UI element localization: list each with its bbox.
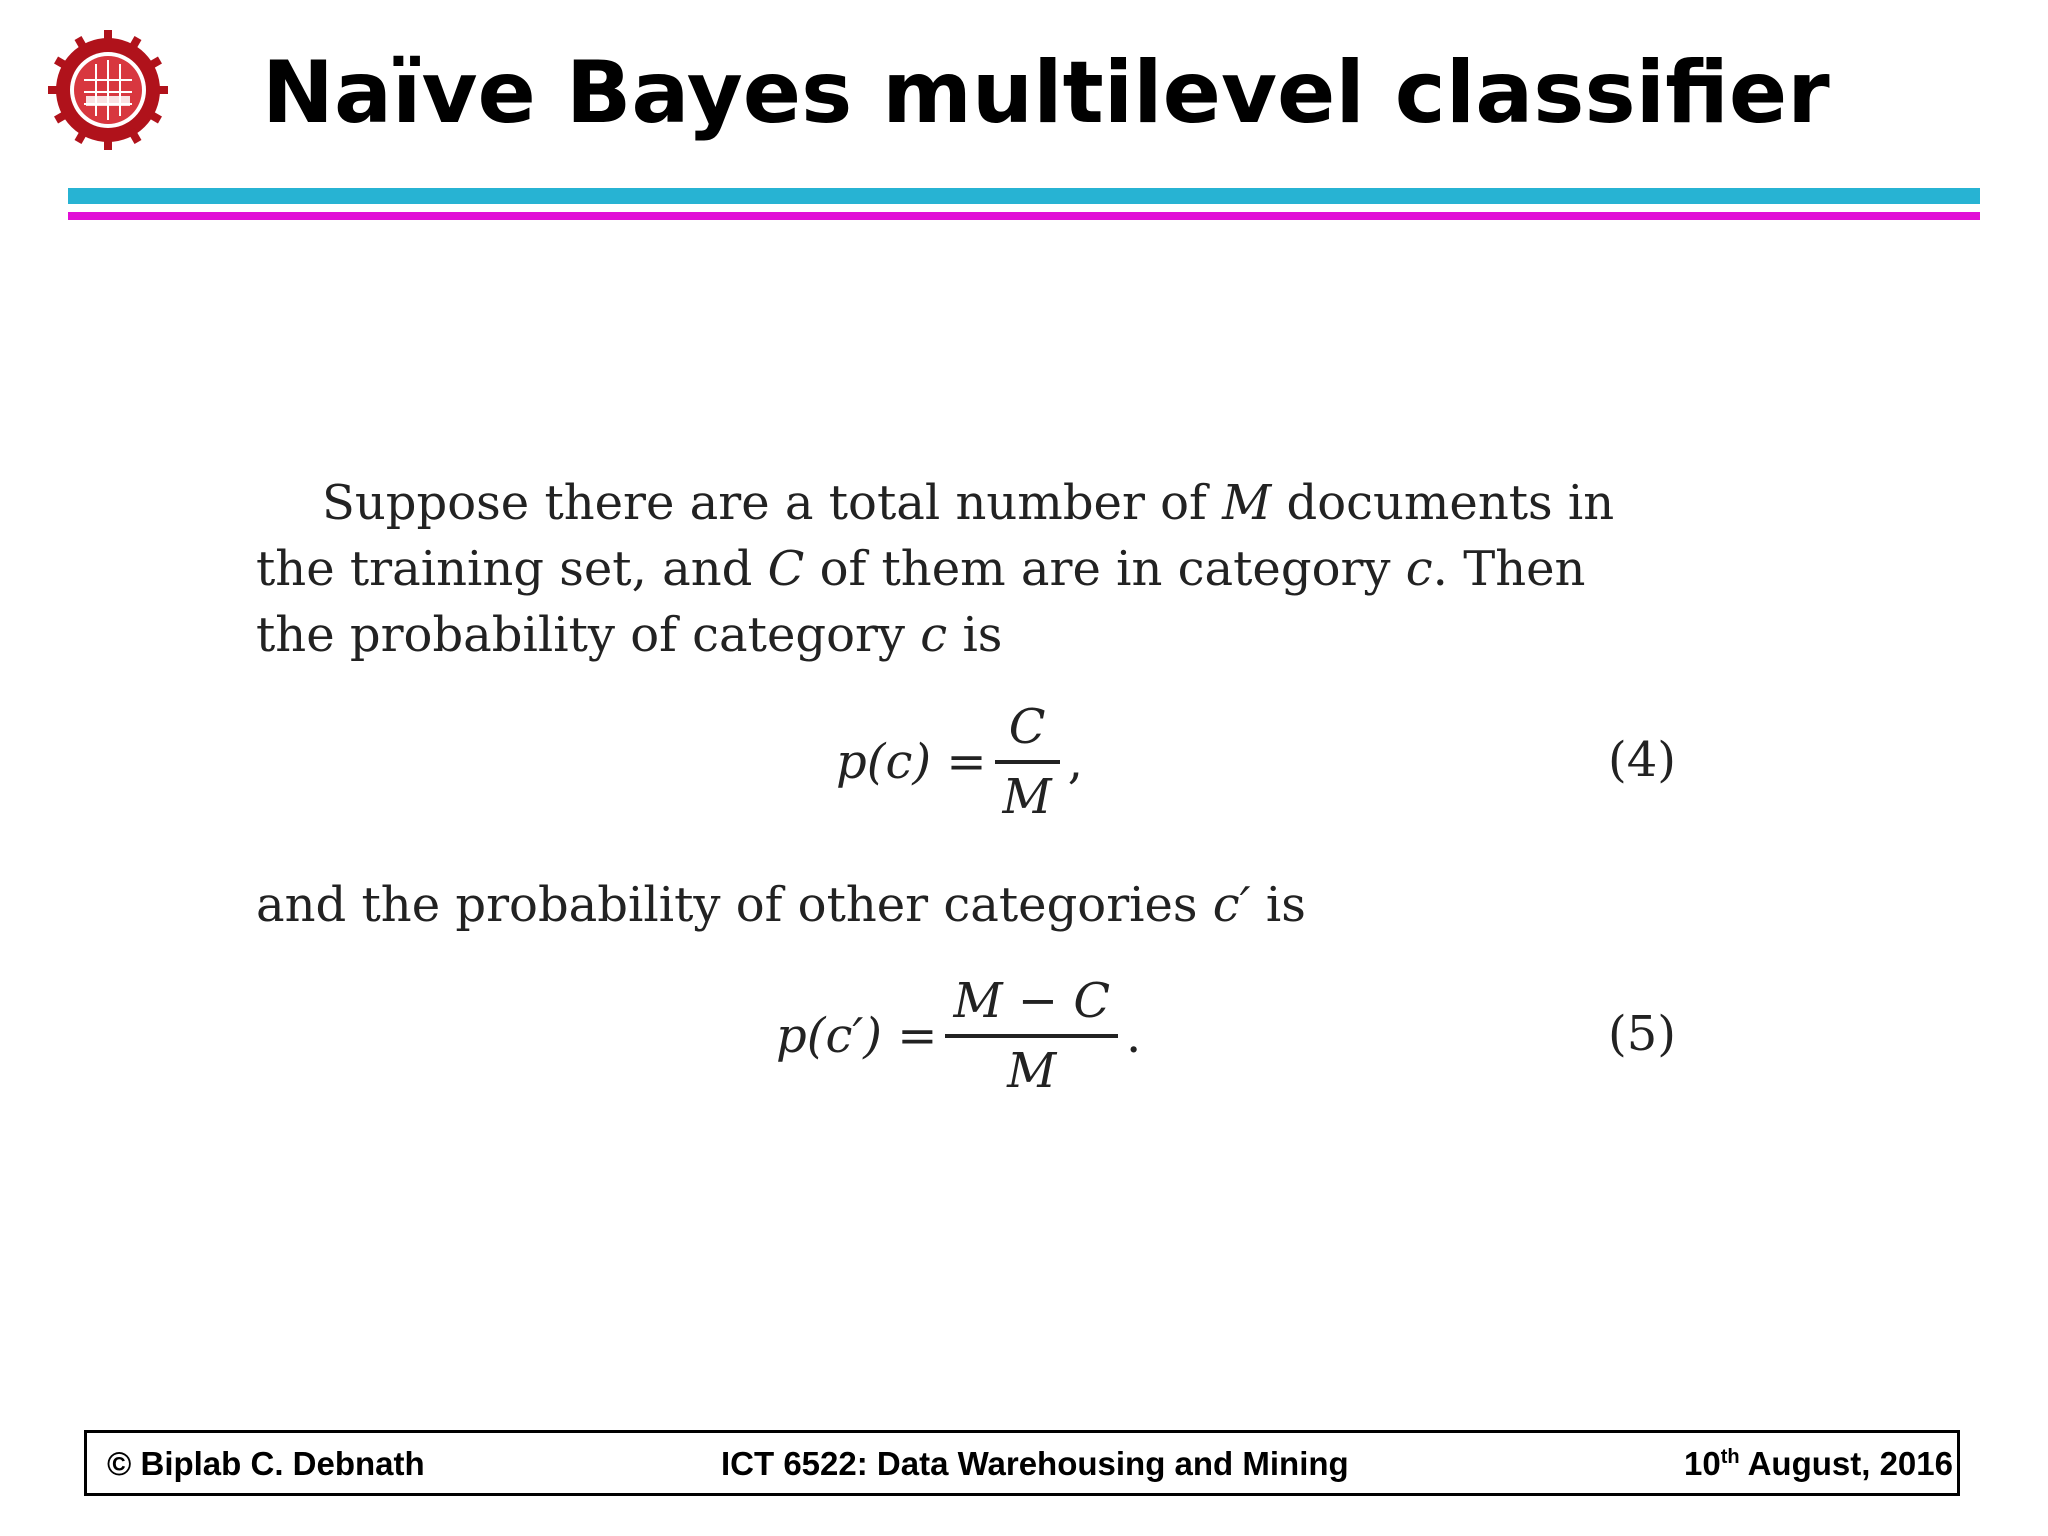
equation-5-fraction: [945, 972, 1118, 1100]
title-divider-cyan: [68, 188, 1980, 204]
math-variable-M: M: [1222, 475, 1272, 531]
slide-title: Naïve Bayes multilevel classifier: [262, 43, 1830, 143]
equation-4-number: (4): [1608, 732, 1676, 788]
text-fragment: of them are in category: [804, 541, 1406, 597]
equation-5-lhs: p(c′) =: [776, 1008, 938, 1064]
equation-5-body: [776, 972, 1141, 1100]
equation-4: [256, 688, 1676, 848]
text-fragment: is: [947, 607, 1003, 663]
text-fragment: . Then the probability of category: [256, 541, 1586, 663]
math-variable-c-prime: c′: [1212, 877, 1251, 933]
math-variable-C: C: [767, 541, 805, 597]
footer-author: © Biplab C. Debnath: [107, 1445, 425, 1482]
equation-5: [256, 958, 1676, 1118]
university-logo-icon: [48, 30, 168, 150]
footer-course: ICT 6522: Data Warehousing and Mining: [721, 1445, 1349, 1482]
footer-date-suffix: th: [1720, 1446, 1740, 1468]
title-divider-magenta: [68, 212, 1980, 220]
footer-date-day: 10: [1684, 1445, 1721, 1482]
slide-body: [256, 470, 1676, 1142]
math-variable-c: c: [1405, 541, 1433, 597]
equation-5-numerator: M − C: [953, 973, 1111, 1029]
equation-4-lhs: p(c) =: [836, 734, 987, 790]
equation-4-numerator: C: [1008, 699, 1046, 755]
text-fragment: and the probability of other categories: [256, 877, 1213, 933]
equation-5-denominator: M: [1007, 1043, 1057, 1099]
footer-date-rest: August, 2016: [1739, 1445, 1953, 1482]
paragraph-other-categories: [256, 872, 1676, 938]
footer-date: [1684, 1445, 1953, 1483]
slide-footer: [84, 1430, 1960, 1496]
equation-4-denominator: M: [1002, 769, 1052, 825]
math-variable-c: c: [920, 607, 948, 663]
equation-4-punctuation: ,: [1067, 734, 1083, 790]
equation-5-punctuation: .: [1126, 1008, 1142, 1064]
equation-4-fraction: [995, 698, 1060, 826]
text-fragment: documents in the training set, and: [256, 475, 1615, 597]
equation-5-number: (5): [1608, 1006, 1676, 1062]
text-fragment: is: [1250, 877, 1306, 933]
equation-4-body: [836, 698, 1083, 826]
paragraph-intro: [256, 470, 1676, 668]
text-fragment: Suppose there are a total number of: [322, 475, 1223, 531]
